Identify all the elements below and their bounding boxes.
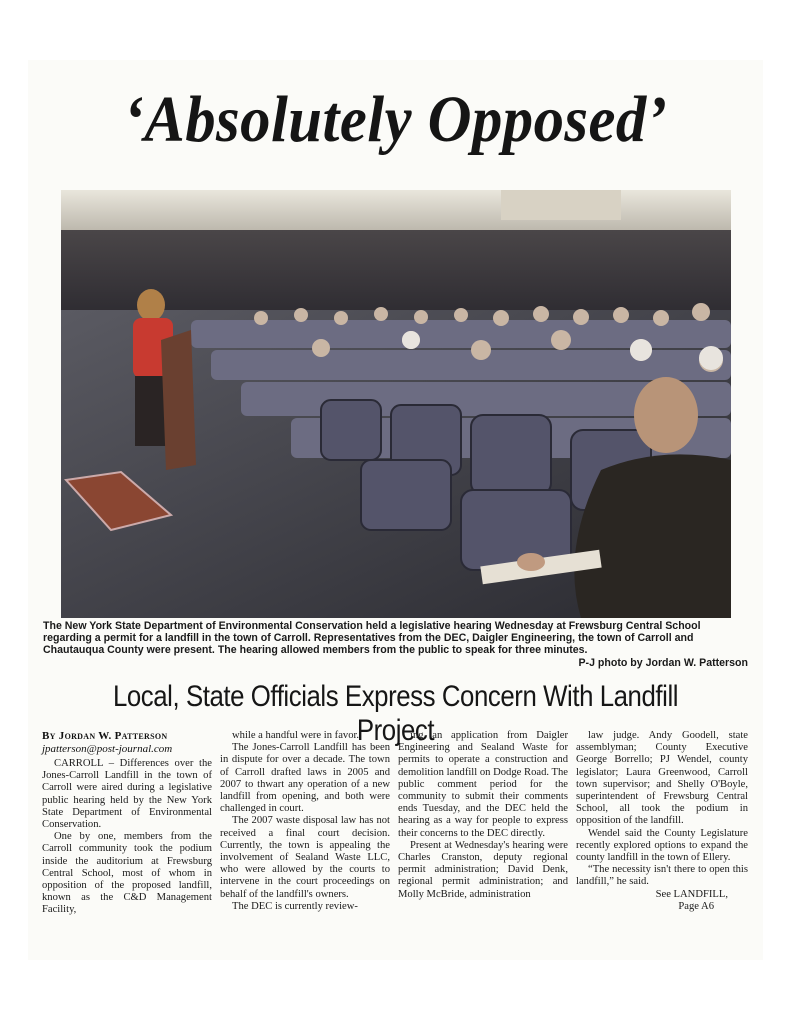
paragraph: The DEC is currently review- [232,900,358,912]
byline [42,730,212,756]
article-column-4 [576,730,748,913]
headline: ‘Absolutely Opposed’ [123,83,668,156]
paragraph: The 2007 waste disposal law has not received a final court decision. Currently, the town is appealing the involvement of Sealand Waste LLC, who were allowed by the courts to intervene in the court proceedings on behalf of the landfill's owners. [220,815,390,900]
paragraph: Wendel said the County Legislature recently explored options to expand the county landfill in the town of Ellery. [576,827,748,864]
byline-email: jpatterson@post-journal.com [42,743,173,755]
paragraph: ing an application from Daigler Engineering and Sealand Waste for permits to operate a construction and demolition landfill on Dodge Road. The public comment period for the community to submit their comments ends Tuesday, and the DEC held the hearing as a way for people to express their concerns to the DEC directly. [398,730,568,839]
paragraph: One by one, members from the Carroll community took the podium inside the auditorium at Frewsburg Central School, most of whom in opposition of the proposed landfill, known as the C&D Management Facility, [42,831,212,916]
paragraph: “The necessity isn't there to open this landfill,” he said. [576,864,748,888]
photo-credit: P-J photo by Jordan W. Patterson [578,657,748,669]
paragraph: The Jones-Carroll Landfill has been in dispute for over a decade. The town of Carroll drafted laws in 2005 and 2007 to thwart any operation of a new landfill from opening, and both were challenged in court. [220,742,390,815]
article-column-3 [398,730,568,901]
continuation-page: Page A6 [678,900,714,912]
paragraph: CARROLL – Differences over the Jones-Carroll Landfill in the town of Carroll were aired during a legislative public hearing held by the New York State Department of Environmental Conservation. [42,758,212,831]
hearing-photo [61,190,731,618]
photo-caption: The New York State Department of Environmental Conservation held a legislative hearing Wednesday at Frewsburg Central School regarding a permit for a landfill in the town of Carroll. Representatives from the DEC, Daigler Engineering, the town of Carroll and Chautauqua County were present. The hearing allowed members from the public to speak for three minutes. [43,620,701,656]
paragraph: law judge. Andy Goodell, state assemblyman; County Executive George Borrello; PJ Wendel, county legislator; Laura Greenwood, Carroll town supervisor; and Shelly O'Boyle, superintendent of Frewsburg Central School, all took the podium in opposition of the landfill. [576,730,748,827]
paragraph: Present at Wednesday's hearing were Charles Cranston, deputy regional permit administration; David Denk, regional permit administration; and Molly McBride, administration [398,839,568,900]
paragraph: while a handful were in favor. [232,730,360,741]
article-column-1 [42,758,212,917]
subheadline: Local, State Officials Express Concern With Landfill Project [112,680,679,747]
byline-author: By Jordan W. Patterson [42,730,168,742]
hearing-photo-image [61,190,731,618]
continuation-line: See LANDFILL, [655,888,728,900]
newspaper-clipping [28,60,763,960]
article-column-2 [220,730,390,913]
